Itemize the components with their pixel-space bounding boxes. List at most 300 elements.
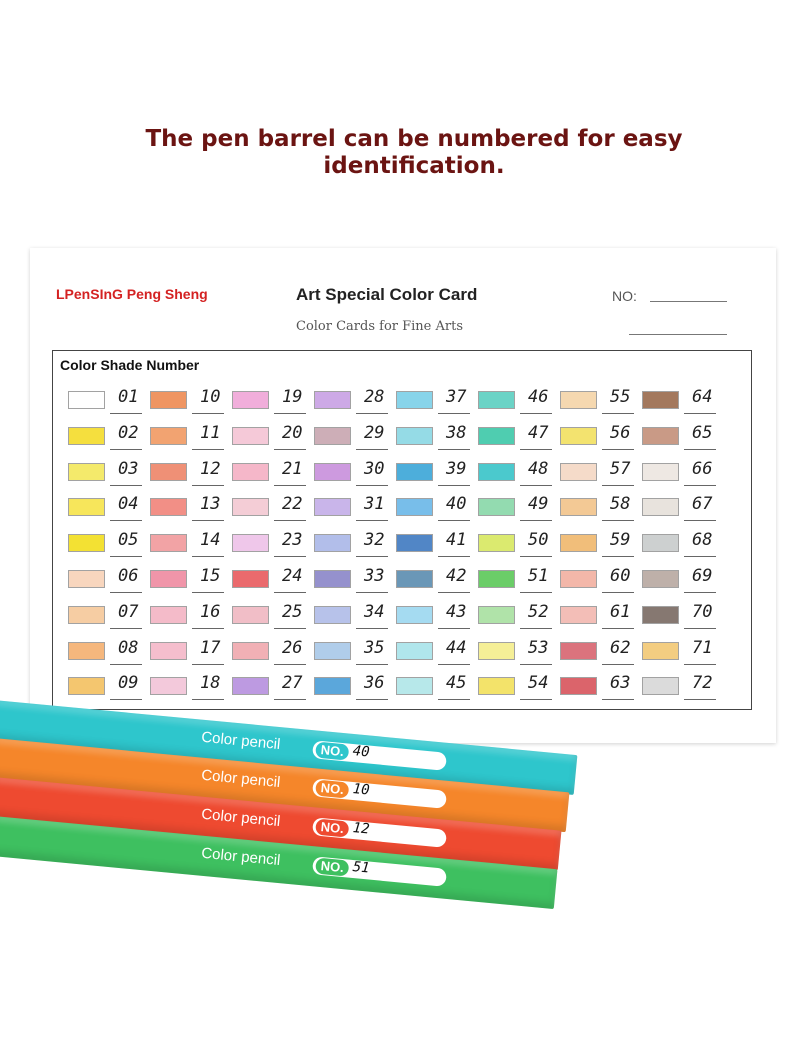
number-underline bbox=[356, 556, 388, 557]
color-cell bbox=[396, 637, 476, 676]
pencil-number-value: 40 bbox=[352, 743, 371, 761]
color-cell bbox=[560, 601, 640, 640]
color-cell bbox=[642, 422, 722, 461]
shade-number: 06 bbox=[118, 565, 139, 586]
color-column bbox=[560, 389, 640, 711]
pencil-no-badge: NO. bbox=[315, 858, 349, 877]
color-cell bbox=[642, 601, 722, 640]
color-swatch bbox=[396, 606, 433, 624]
color-swatch bbox=[560, 463, 597, 481]
number-underline bbox=[438, 520, 470, 521]
number-underline bbox=[356, 413, 388, 414]
color-cell bbox=[396, 601, 476, 640]
color-swatch bbox=[642, 677, 679, 695]
number-underline bbox=[520, 449, 552, 450]
color-cell bbox=[68, 458, 148, 497]
color-swatch bbox=[314, 642, 351, 660]
number-underline bbox=[274, 592, 306, 593]
color-cell bbox=[642, 637, 722, 676]
color-cell bbox=[478, 601, 558, 640]
color-swatch bbox=[560, 677, 597, 695]
number-underline bbox=[192, 485, 224, 486]
shade-number: 27 bbox=[282, 673, 303, 694]
number-underline bbox=[520, 592, 552, 593]
shade-number: 21 bbox=[282, 458, 303, 479]
color-cell bbox=[314, 389, 394, 425]
number-underline bbox=[520, 628, 552, 629]
shade-number: 13 bbox=[200, 494, 221, 515]
number-underline bbox=[192, 449, 224, 450]
color-swatch bbox=[150, 677, 187, 695]
color-swatch bbox=[478, 391, 515, 409]
color-swatch bbox=[68, 570, 105, 588]
color-cell bbox=[560, 496, 640, 532]
color-swatch bbox=[478, 642, 515, 660]
color-swatch bbox=[68, 606, 105, 624]
color-cell bbox=[232, 458, 312, 497]
pencil-label: Color pencil bbox=[200, 728, 282, 754]
color-swatch bbox=[150, 427, 187, 445]
color-swatch bbox=[642, 498, 679, 516]
color-cell bbox=[642, 565, 722, 604]
color-column bbox=[478, 389, 558, 711]
pencil-label: Color pencil bbox=[200, 805, 282, 831]
number-underline bbox=[438, 628, 470, 629]
shade-number: 40 bbox=[446, 494, 467, 515]
color-swatch bbox=[314, 677, 351, 695]
shade-number: 20 bbox=[282, 422, 303, 443]
color-cell bbox=[560, 389, 640, 425]
color-swatch bbox=[642, 606, 679, 624]
color-cell bbox=[478, 565, 558, 604]
color-swatch bbox=[232, 642, 269, 660]
color-cell bbox=[642, 532, 722, 568]
color-cell bbox=[314, 532, 394, 568]
headline-line-2: identification. bbox=[323, 153, 505, 179]
color-swatch bbox=[232, 463, 269, 481]
shade-number: 69 bbox=[692, 565, 713, 586]
shade-number: 45 bbox=[446, 673, 467, 694]
shade-number: 18 bbox=[200, 673, 221, 694]
number-underline bbox=[602, 556, 634, 557]
shade-number: 48 bbox=[528, 458, 549, 479]
number-underline bbox=[520, 485, 552, 486]
shade-number: 26 bbox=[282, 637, 303, 658]
color-cell bbox=[232, 601, 312, 640]
section-title: Color Shade Number bbox=[60, 357, 200, 373]
number-underline bbox=[356, 520, 388, 521]
shade-number: 68 bbox=[692, 530, 713, 551]
number-underline bbox=[684, 628, 716, 629]
shade-number: 47 bbox=[528, 422, 549, 443]
color-swatch bbox=[68, 534, 105, 552]
pencil-number-value: 10 bbox=[352, 781, 371, 799]
color-cell bbox=[478, 422, 558, 461]
number-underline bbox=[438, 413, 470, 414]
color-cell bbox=[232, 675, 312, 711]
color-swatch bbox=[560, 570, 597, 588]
shade-number: 10 bbox=[200, 387, 221, 407]
number-underline bbox=[520, 413, 552, 414]
shade-number: 70 bbox=[692, 601, 713, 622]
shade-number: 19 bbox=[282, 387, 303, 407]
number-underline bbox=[192, 628, 224, 629]
shade-number: 59 bbox=[610, 530, 631, 551]
shade-number: 62 bbox=[610, 637, 631, 658]
number-underline bbox=[438, 485, 470, 486]
number-underline bbox=[438, 664, 470, 665]
number-underline bbox=[110, 449, 142, 450]
number-underline bbox=[684, 699, 716, 700]
color-column bbox=[68, 389, 148, 711]
card-subtitle: Color Cards for Fine Arts bbox=[296, 319, 464, 334]
shade-number: 66 bbox=[692, 458, 713, 479]
color-cell bbox=[150, 637, 230, 676]
color-cell bbox=[560, 458, 640, 497]
color-swatch bbox=[396, 427, 433, 445]
shade-number: 35 bbox=[364, 637, 385, 658]
number-underline bbox=[274, 699, 306, 700]
number-underline bbox=[356, 592, 388, 593]
number-underline bbox=[520, 556, 552, 557]
color-swatch bbox=[232, 570, 269, 588]
color-cell bbox=[314, 422, 394, 461]
color-cell bbox=[396, 389, 476, 425]
pencil-number-tag bbox=[312, 817, 447, 848]
number-underline bbox=[356, 664, 388, 665]
color-cell bbox=[68, 496, 148, 532]
color-cell bbox=[68, 532, 148, 568]
number-underline bbox=[602, 699, 634, 700]
number-underline bbox=[684, 664, 716, 665]
color-cell bbox=[232, 496, 312, 532]
color-swatch bbox=[560, 642, 597, 660]
number-underline bbox=[274, 413, 306, 414]
color-cell bbox=[560, 637, 640, 676]
color-swatch bbox=[150, 642, 187, 660]
color-cell bbox=[314, 675, 394, 711]
shade-number: 04 bbox=[118, 494, 139, 515]
color-swatch bbox=[560, 534, 597, 552]
number-underline bbox=[192, 556, 224, 557]
number-underline bbox=[110, 592, 142, 593]
color-swatch bbox=[150, 570, 187, 588]
color-swatch bbox=[396, 463, 433, 481]
color-cell bbox=[68, 422, 148, 461]
shade-number: 64 bbox=[692, 387, 713, 407]
color-swatch bbox=[642, 642, 679, 660]
color-swatch bbox=[642, 570, 679, 588]
color-swatch bbox=[314, 570, 351, 588]
color-cell bbox=[396, 675, 476, 711]
headline-line-1: The pen barrel can be numbered for easy bbox=[145, 126, 683, 152]
number-underline bbox=[602, 520, 634, 521]
color-cell bbox=[232, 637, 312, 676]
shade-number: 14 bbox=[200, 530, 221, 551]
color-swatch bbox=[68, 463, 105, 481]
number-underline bbox=[356, 449, 388, 450]
shade-number: 29 bbox=[364, 422, 385, 443]
number-underline bbox=[684, 556, 716, 557]
color-swatch bbox=[314, 534, 351, 552]
shade-number: 42 bbox=[446, 565, 467, 586]
pencil-number-value: 51 bbox=[352, 859, 371, 877]
color-cell bbox=[314, 565, 394, 604]
color-cell bbox=[150, 389, 230, 425]
pencil-number-value: 12 bbox=[352, 820, 371, 838]
shade-number: 22 bbox=[282, 494, 303, 515]
card-title: Art Special Color Card bbox=[296, 285, 478, 304]
shade-number: 23 bbox=[282, 530, 303, 551]
color-cell bbox=[314, 637, 394, 676]
number-underline bbox=[438, 449, 470, 450]
color-swatch bbox=[396, 677, 433, 695]
color-cell bbox=[642, 389, 722, 425]
color-swatch bbox=[478, 498, 515, 516]
color-cell bbox=[642, 675, 722, 711]
color-swatch bbox=[478, 534, 515, 552]
pencil-number-tag bbox=[312, 856, 447, 887]
number-underline bbox=[274, 520, 306, 521]
no-label: NO: bbox=[612, 288, 637, 304]
number-underline bbox=[438, 699, 470, 700]
number-underline bbox=[110, 628, 142, 629]
shade-number: 24 bbox=[282, 565, 303, 586]
number-underline bbox=[684, 449, 716, 450]
color-column bbox=[150, 389, 230, 711]
shade-number: 57 bbox=[610, 458, 631, 479]
color-cell bbox=[396, 532, 476, 568]
color-cell bbox=[68, 565, 148, 604]
color-cell bbox=[396, 565, 476, 604]
shade-number: 03 bbox=[118, 458, 139, 479]
number-underline bbox=[356, 628, 388, 629]
color-cell bbox=[150, 422, 230, 461]
number-underline bbox=[602, 413, 634, 414]
shade-number: 36 bbox=[364, 673, 385, 694]
shade-number: 02 bbox=[118, 422, 139, 443]
color-cell bbox=[478, 389, 558, 425]
color-cell bbox=[232, 389, 312, 425]
number-underline bbox=[274, 485, 306, 486]
color-swatch bbox=[478, 570, 515, 588]
color-swatch bbox=[150, 498, 187, 516]
shade-number: 60 bbox=[610, 565, 631, 586]
shade-number: 52 bbox=[528, 601, 549, 622]
shade-number: 58 bbox=[610, 494, 631, 515]
color-swatch bbox=[150, 534, 187, 552]
number-underline bbox=[110, 556, 142, 557]
color-cell bbox=[68, 675, 148, 711]
color-swatch bbox=[396, 534, 433, 552]
number-underline bbox=[274, 449, 306, 450]
number-underline bbox=[192, 664, 224, 665]
headline bbox=[0, 126, 790, 180]
shade-number: 54 bbox=[528, 673, 549, 694]
shade-number: 17 bbox=[200, 637, 221, 658]
color-cell bbox=[560, 565, 640, 604]
shade-number: 12 bbox=[200, 458, 221, 479]
shade-number: 53 bbox=[528, 637, 549, 658]
color-swatch bbox=[68, 427, 105, 445]
pencil-label: Color pencil bbox=[200, 844, 282, 870]
color-swatch bbox=[314, 427, 351, 445]
color-swatch bbox=[560, 498, 597, 516]
color-swatch bbox=[232, 677, 269, 695]
color-cell bbox=[150, 601, 230, 640]
color-swatch bbox=[560, 391, 597, 409]
shade-number: 34 bbox=[364, 601, 385, 622]
number-underline bbox=[110, 520, 142, 521]
color-swatch bbox=[642, 463, 679, 481]
color-card bbox=[30, 248, 776, 743]
color-cell bbox=[150, 532, 230, 568]
color-cell bbox=[642, 496, 722, 532]
number-underline bbox=[110, 413, 142, 414]
color-cell bbox=[560, 675, 640, 711]
number-underline bbox=[110, 664, 142, 665]
color-swatch bbox=[642, 534, 679, 552]
color-swatch bbox=[642, 391, 679, 409]
color-cell bbox=[314, 458, 394, 497]
shade-number: 05 bbox=[118, 530, 139, 551]
number-underline bbox=[520, 520, 552, 521]
color-swatch bbox=[68, 391, 105, 409]
shade-number: 28 bbox=[364, 387, 385, 407]
color-swatch bbox=[314, 391, 351, 409]
color-cell bbox=[396, 496, 476, 532]
pencil-label: Color pencil bbox=[200, 766, 282, 792]
color-swatch bbox=[150, 391, 187, 409]
color-swatch bbox=[478, 463, 515, 481]
number-underline bbox=[520, 699, 552, 700]
color-swatch bbox=[396, 391, 433, 409]
number-underline bbox=[356, 485, 388, 486]
number-underline bbox=[192, 413, 224, 414]
number-underline bbox=[602, 485, 634, 486]
shade-number: 32 bbox=[364, 530, 385, 551]
shade-number: 61 bbox=[610, 601, 631, 622]
number-underline bbox=[274, 628, 306, 629]
color-cell bbox=[478, 532, 558, 568]
number-underline bbox=[192, 520, 224, 521]
color-swatch bbox=[232, 498, 269, 516]
color-cell bbox=[68, 601, 148, 640]
color-cell bbox=[314, 601, 394, 640]
pencil-no-badge: NO. bbox=[315, 780, 349, 799]
color-cell bbox=[396, 458, 476, 497]
color-swatch bbox=[68, 498, 105, 516]
shade-number: 43 bbox=[446, 601, 467, 622]
shade-number: 63 bbox=[610, 673, 631, 694]
number-underline bbox=[274, 664, 306, 665]
color-cell bbox=[478, 458, 558, 497]
shade-number: 46 bbox=[528, 387, 549, 407]
color-swatch bbox=[232, 391, 269, 409]
color-swatch bbox=[396, 642, 433, 660]
color-swatch bbox=[232, 606, 269, 624]
shade-number: 37 bbox=[446, 387, 467, 407]
color-swatch bbox=[68, 677, 105, 695]
color-cell bbox=[232, 422, 312, 461]
color-column bbox=[314, 389, 394, 711]
number-underline bbox=[110, 485, 142, 486]
color-cell bbox=[232, 565, 312, 604]
number-underline bbox=[684, 413, 716, 414]
color-cell bbox=[478, 637, 558, 676]
number-underline bbox=[274, 556, 306, 557]
color-cell bbox=[560, 532, 640, 568]
no-write-line-2 bbox=[629, 334, 727, 335]
color-cell bbox=[150, 458, 230, 497]
number-underline bbox=[684, 592, 716, 593]
shade-number: 38 bbox=[446, 422, 467, 443]
number-underline bbox=[438, 556, 470, 557]
shade-number: 08 bbox=[118, 637, 139, 658]
shade-number: 72 bbox=[692, 673, 713, 694]
number-underline bbox=[602, 592, 634, 593]
color-column bbox=[396, 389, 476, 711]
number-underline bbox=[602, 449, 634, 450]
color-swatch bbox=[150, 606, 187, 624]
color-swatch bbox=[150, 463, 187, 481]
color-cell bbox=[232, 532, 312, 568]
color-swatch bbox=[68, 642, 105, 660]
color-cell bbox=[478, 675, 558, 711]
color-swatch bbox=[560, 606, 597, 624]
color-cell bbox=[68, 389, 148, 425]
pencil-number-tag bbox=[312, 740, 447, 771]
number-underline bbox=[602, 664, 634, 665]
shade-number: 31 bbox=[364, 494, 385, 515]
color-column bbox=[232, 389, 312, 711]
shade-number: 01 bbox=[118, 387, 139, 407]
color-cell bbox=[150, 496, 230, 532]
color-swatch bbox=[478, 427, 515, 445]
color-swatch bbox=[314, 498, 351, 516]
color-swatch bbox=[396, 570, 433, 588]
number-underline bbox=[192, 699, 224, 700]
shade-number: 15 bbox=[200, 565, 221, 586]
color-swatch bbox=[396, 498, 433, 516]
number-underline bbox=[356, 699, 388, 700]
color-swatch bbox=[478, 606, 515, 624]
shade-number: 16 bbox=[200, 601, 221, 622]
number-underline bbox=[110, 699, 142, 700]
shade-number: 44 bbox=[446, 637, 467, 658]
shade-number: 30 bbox=[364, 458, 385, 479]
color-swatch bbox=[232, 534, 269, 552]
color-cell bbox=[68, 637, 148, 676]
color-cell bbox=[396, 422, 476, 461]
color-swatch bbox=[560, 427, 597, 445]
color-swatch bbox=[642, 427, 679, 445]
shade-number: 56 bbox=[610, 422, 631, 443]
shade-number: 49 bbox=[528, 494, 549, 515]
number-underline bbox=[684, 520, 716, 521]
number-underline bbox=[602, 628, 634, 629]
color-cell bbox=[314, 496, 394, 532]
shade-number: 41 bbox=[446, 530, 467, 551]
color-swatch bbox=[232, 427, 269, 445]
color-swatch bbox=[314, 463, 351, 481]
color-cell bbox=[150, 565, 230, 604]
brand-name: LPenSInG Peng Sheng bbox=[56, 286, 208, 302]
color-cell bbox=[478, 496, 558, 532]
color-cell bbox=[150, 675, 230, 711]
shade-number: 65 bbox=[692, 422, 713, 443]
shade-number: 50 bbox=[528, 530, 549, 551]
